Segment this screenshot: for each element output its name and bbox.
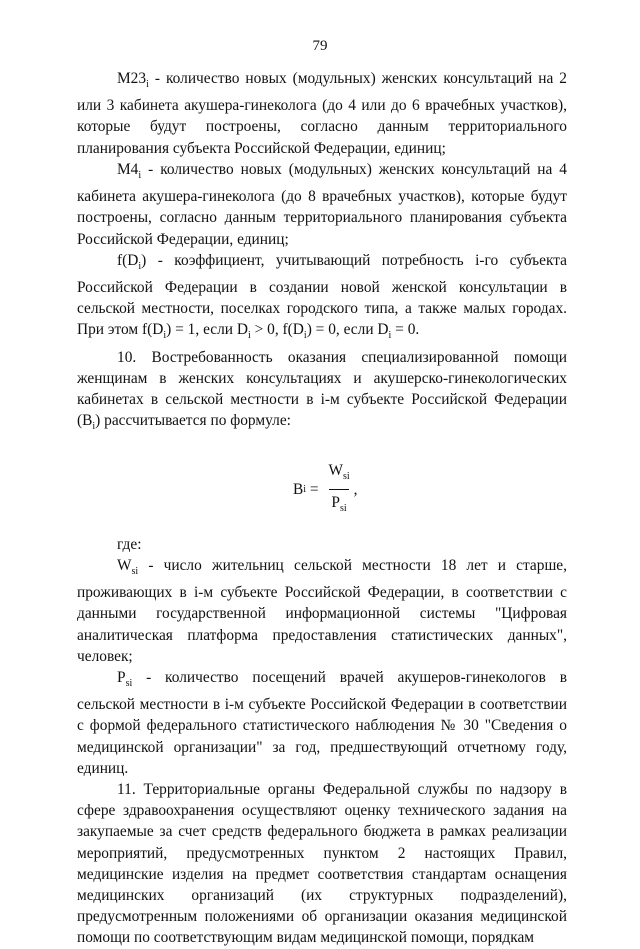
paragraph-m4-text: - количество новых (модульных) женских консультаций на 4 кабинета акушера-гинеколога (до 8 врачебных участков), которые будут построены, согласно данным территориального планирования субъекта Российской Федерации, единиц;	[77, 160, 567, 248]
formula-tail: ,	[353, 480, 358, 498]
paragraph-10-sub: i	[92, 421, 96, 433]
fdi-text-f: = 0.	[391, 321, 420, 339]
paragraph-fdi	[77, 250, 567, 347]
formula-lhs-sub: i	[303, 483, 307, 495]
var-m4: M4	[117, 160, 139, 178]
formula-fraction	[326, 460, 351, 520]
var-wsi: W	[117, 556, 132, 574]
page-number: 79	[312, 38, 328, 54]
paragraph-11: 11. Территориальные органы Федеральной службы по надзору в сфере здравоохранения осуществляют оценку технического задания на закупаемые за счет средств федерального бюджета в рамках реализации мероприятий, предусмотренных пунктом 2 настоящих Правил, медицинские изделия на предмет соответствия стандартам оснащения медицинских организаций (их структурных подразделений), предусмотренным положениями об организации оказания медицинской помощи по соответствующим видам медицинской помощи, порядкам	[77, 781, 567, 947]
paragraph-wsi	[77, 555, 567, 667]
formula-num-var: W	[328, 461, 343, 479]
document-body	[77, 68, 567, 949]
where-label: где:	[117, 535, 142, 553]
paragraph-wsi-text: - число жительниц сельской местности 18 лет и старше, проживающих в i-м субъекте Российской Федерации, в соответствии с данными государственной информационной системы "Цифровая аналитическая платформа предоставления статистических данных", человек;	[77, 556, 567, 665]
paragraph-m4	[77, 159, 567, 250]
fdi-sub-d: i	[303, 330, 307, 342]
var-m23: M23	[117, 70, 147, 87]
formula-num-sub: si	[342, 470, 350, 482]
fdi-text-e: ) = 0, если D	[306, 321, 389, 339]
paragraph-psi	[77, 667, 567, 779]
formula-numerator	[326, 460, 351, 489]
formula-den-var: P	[331, 493, 340, 511]
formula-lhs: B	[293, 480, 304, 498]
fdi-text-b: ) - коэффициент, учитывающий потребность i-го субъекта Российской Федерации в создании новой женской консультации в сельской местности, поселках городского типа, а также малых городах. При этом f(D	[77, 251, 567, 339]
paragraph-10-end: ) рассчитывается по формуле:	[95, 412, 291, 430]
paragraph-m23-text: - количество новых (модульных) женских консультаций на 2 или 3 кабинета акушера-гинеколога (до 4 или до 6 врачебных участков), которые будут построены, согласно данным территориального планирования субъекта Российской Федерации, единиц;	[77, 70, 567, 157]
paragraph-10-text: 10. Востребованность оказания специализированной помощи женщинам в женских консультациях и акушерско-гинекологических кабинетах в сельской местности в i-м субъекте Российской Федерации (B	[77, 348, 567, 430]
fdi-text-c: ) = 1, если D	[166, 321, 248, 339]
paragraph-10	[77, 347, 567, 438]
var-wsi-sub: si	[131, 565, 139, 577]
paragraph-psi-text: - количество посещений врачей акушеров-гинекологов в сельской местности в i-м субъекте Российской Федерации в соответствии с формой федерального статистического наблюдения № 30 "Сведения о медицинской организации" за год, предшествующий отчетному году, единиц.	[77, 668, 567, 777]
paragraph-m23	[77, 68, 567, 159]
var-psi: P	[117, 668, 126, 686]
fdi-sub-b: i	[163, 330, 167, 342]
formula-bi	[77, 458, 567, 512]
fdi-text-d: > 0, f(D	[250, 321, 304, 339]
formula-den-sub: si	[339, 503, 347, 514]
var-psi-sub: si	[125, 678, 133, 690]
fdi-sub-c: i	[248, 330, 251, 342]
formula-equals: =	[306, 480, 323, 498]
var-m23-sub: i	[146, 79, 149, 91]
formula-denominator	[329, 489, 348, 519]
fdi-sub-e: i	[388, 330, 392, 342]
var-m4-sub: i	[138, 169, 142, 181]
fdi-text-a: f(D	[117, 251, 139, 269]
fdi-sub-a: i	[138, 260, 142, 272]
